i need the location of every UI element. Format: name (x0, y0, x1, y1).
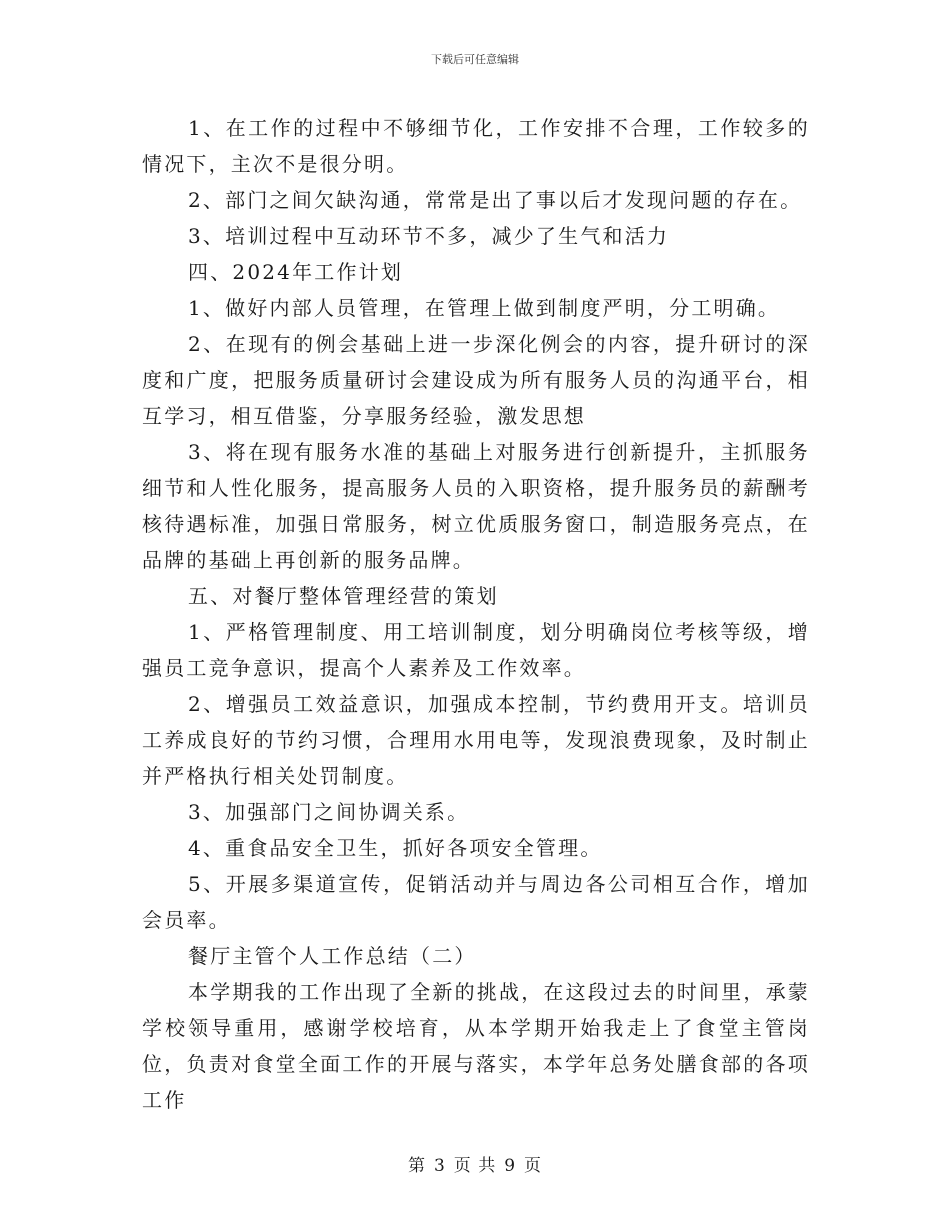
footer-current-page: 3 (433, 1156, 446, 1176)
paragraph-3: 3、培训过程中互动环节不多，减少了生气和活力 (188, 224, 670, 248)
paragraph-15: 本学期我的工作出现了全新的挑战，在这段过去的时间里，承蒙学校领导重用，感谢学校培育，从本学期开始我走上了食堂主管岗位，负责对食堂全面工作的开展与落实，本学年总务处膳食部的各项工作 (142, 980, 810, 1112)
footer-prefix: 第 (407, 1156, 426, 1176)
paragraph-7: 3、将在现有服务水准的基础上对服务进行创新提升，主抓服务细节和人性化服务，提高服务人员的入职资格，提升服务员的薪酬考核待遇标准，加强日常服务，树立优质服务窗口，制造服务亮点，在品牌的基础上再创新的服务品牌。 (142, 440, 810, 572)
document-body (142, 110, 810, 1118)
paragraph-1: 1、在工作的过程中不够细节化，工作安排不合理，工作较多的情况下，主次不是很分明。 (142, 116, 810, 176)
page-footer (0, 1155, 950, 1177)
section-heading-5: 五、对餐厅整体管理经营的策划 (188, 584, 499, 608)
paragraph-12: 4、重食品安全卫生，抓好各项安全管理。 (188, 836, 603, 860)
page-header: 下载后可任意编辑 (431, 53, 519, 66)
footer-total-pages: 9 (504, 1156, 517, 1176)
paragraph-6: 2、在现有的例会基础上进一步深化例会的内容，提升研讨的深度和广度，把服务质量研讨会建设成为所有服务人员的沟通平台，相互学习，相互借鉴，分享服务经验，激发思想 (142, 332, 810, 428)
paragraph-11: 3、加强部门之间协调关系。 (188, 800, 470, 824)
document-subtitle: 餐厅主管个人工作总结（二） (188, 944, 477, 968)
section-heading-4: 四、2024年工作计划 (188, 260, 404, 284)
paragraph-2: 2、部门之间欠缺沟通，常常是出了事以后才发现问题的存在。 (188, 188, 803, 212)
paragraph-5: 1、做好内部人员管理，在管理上做到制度严明，分工明确。 (188, 296, 781, 320)
paragraph-10: 2、增强员工效益意识，加强成本控制，节约费用开支。培训员工养成良好的节约习惯，合理用水用电等，发现浪费现象，及时制止并严格执行相关处罚制度。 (142, 692, 810, 788)
paragraph-13: 5、开展多渠道宣传，促销活动并与周边各公司相互合作，增加会员率。 (142, 872, 810, 932)
footer-middle: 页 共 (453, 1156, 497, 1176)
footer-suffix: 页 (524, 1156, 543, 1176)
paragraph-9: 1、严格管理制度、用工培训制度，划分明确岗位考核等级，增强员工竞争意识，提高个人素养及工作效率。 (142, 620, 810, 680)
